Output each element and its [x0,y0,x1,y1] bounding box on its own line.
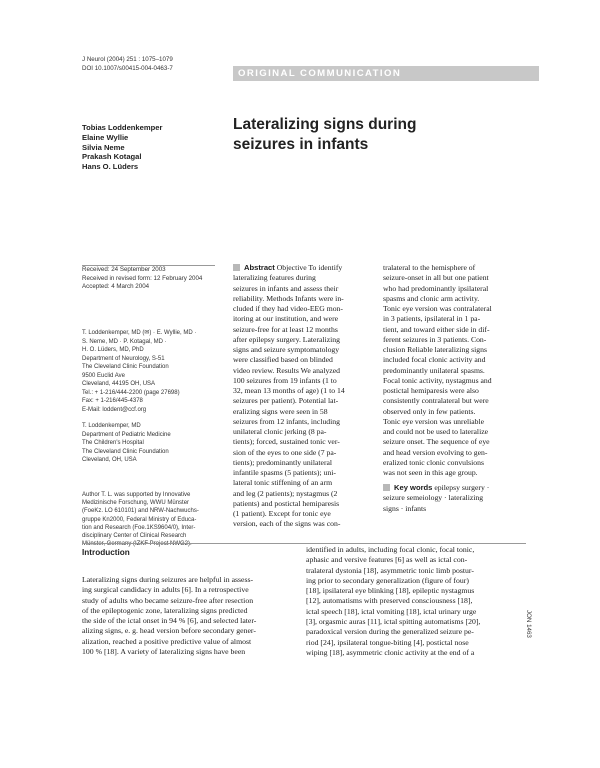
abstract-line: 100 seizures from 19 infants (1 to [233,375,337,385]
abstract-line: seizures from 12 infants, including [233,416,340,426]
funding-line: Medizinische Forschung, WWU Münster [82,500,190,507]
abstract-line: spasms and clonic arm activity. [383,293,480,303]
keywords-label: Key words [394,483,433,492]
abstract-line: tients); forced, sustained tonic ver- [233,437,340,447]
keywords-line: signs · infants [383,503,427,513]
journal-citation [82,55,173,73]
abstract-line: lateral tonic stiffening of an arm [233,478,333,488]
abstract-line: seizures per patient). Potential lat- [233,396,339,406]
author-name: Hans O. Lüders [82,162,139,172]
body-line: [3], orgasmic auras [11], ictal spitting automatisms [20], [306,617,481,627]
abstract-line: postictal hemiparesis were also [383,386,479,395]
section-heading: Introduction [82,548,130,557]
affiliation-line: Tel.: + 1-216/444-2200 (page 27698) [82,389,180,396]
abstract-line: consistently contralateral but were [383,396,489,406]
abstract-line: Tonic eye version was unreliable [383,416,485,426]
received-line: Received in revised form: 12 February 2004 [82,274,203,282]
abstract-line: itoring at our institution, and were [233,314,339,324]
section-label: ORIGINAL COMMUNICATION [238,68,402,79]
abstract-line: clusion Reliable lateralizing signs [383,345,487,354]
body-column-2 [306,545,524,658]
abstract-line: after epilepsy surgery. Lateralizing [233,334,340,344]
body-line: ictal speech [18], ictal vomiting [18], ictal urinary urge [306,606,477,616]
keywords-line: seizure semeiology · lateralizing [383,493,484,503]
received-dates [82,266,202,292]
body-line: Lateralizing signs during seizures are helpful in assess- [82,575,254,584]
abstract-line: tient, and toward either side in dif- [383,324,490,334]
author-affiliations [82,329,222,465]
body-line: ing prior to secondary generalization (figure of four) [306,575,469,585]
funding-line: (FoeKz. LO 610101) and NRW-Nachwuchs- [82,508,199,515]
body-column-1 [82,575,300,657]
abstract-line: (1 patient). Except for tonic eye [233,509,331,518]
affiliation-line: Department of Neurology, S-51 [82,355,165,362]
abstract-line: Focal tonic activity, nystagmus and [383,375,492,385]
affiliation-line: Cleveland, 44195 OH, USA [82,381,156,387]
abstract-line: eralizing signs were seen in 58 [233,406,328,416]
body-line: identified in adults, including focal clonic, focal tonic, [306,545,475,554]
body-line: tralateral dystonia [18], asymmetric tonic limb postur- [306,565,474,575]
funding-line: Author T. L. was supported by Innovative [82,492,191,498]
body-line: [12], automatisms with preserved consciousness [18], [306,596,473,606]
affiliation-line: The Cleveland Clinic Foundation [82,364,169,370]
body-line: study of adults who became seizure-free after resection [82,595,254,605]
abstract-line: seizure onset. The sequence of eye [383,437,490,447]
funding-note [82,491,217,548]
abstract-line: tralateral to the hemisphere of [383,263,476,272]
abstract-line: and could not be used to lateralize [383,427,489,436]
affiliation-line: S. Neme, MD · P. Kotagal, MD · [82,338,167,345]
abstract-line: seizures in infants and assess their [233,283,339,293]
affiliation-line: Cleveland, OH, USA [82,457,137,463]
abstract-column-1 [233,263,373,530]
side-manuscript-id: JON 1463 [525,610,532,638]
abstract-line: included focal clonic activity and [383,355,486,365]
author-name: Prakash Kotagal [82,152,142,162]
abstract-line: signs and seizure symptomatology [233,345,340,354]
funding-line: tion and Research (Foe.1KS9604/0), Inter- [82,524,196,531]
author-name: Silvia Neme [82,142,125,152]
abstract-line [233,263,373,273]
abstract-label: Abstract [244,263,275,272]
body-line: wiping [18], asymmetric clonic activity at the end of a [306,647,475,657]
abstract-line: tients); predominantly unilateral [233,457,333,467]
square-bullet-icon [233,264,240,271]
abstract-line: version, each of the signs was con- [233,519,341,529]
title-line: seizures in infants [233,136,369,153]
journal-line-1: J Neurol (2004) 251 : 1075–1079 [82,56,173,63]
title-line: Lateralizing signs during [233,116,417,133]
body-line: the side of the ictal onset in 94 % [6], and selected later- [82,616,257,626]
body-line: aphasic and versive features [6] as well as ictal con- [306,555,468,565]
affiliation-line: The Cleveland Clinic Foundation [82,448,169,455]
article-title [233,115,533,155]
author-name: Elaine Wyllie [82,132,129,142]
abstract-line: patients) and postictal hemiparesis [233,498,340,508]
body-line: alization, reached a positive predictive value of almost [82,636,252,646]
affiliation-line: The Children's Hospital [82,440,144,446]
abstract-line: seizure-free for at least 12 months [233,324,338,334]
abstract-line: predominantly unilateral spasms. [383,365,485,375]
affiliation-line: Department of Pediatric Medicine [82,431,171,438]
body-line: ing surgical candidacy in adults [6]. In a retrospective [82,585,249,595]
abstract-line: in 3 patients, ipsilateral in 1 pa- [383,314,481,324]
abstract-text: Objective To identify [276,263,343,272]
funding-line: gruppe Kn2000, Federal Ministry of Educa- [82,516,197,523]
abstract-line: was not seen in this age group. [383,468,478,477]
keywords-line [383,483,528,493]
abstract-line: eralized tonic clonic convulsions [383,457,484,467]
abstract-line: Tonic eye version was contralateral [383,304,492,313]
abstract-line: video review. Results We analyzed [233,365,340,375]
author-name: Tobias Loddenkemper [82,123,163,132]
received-line: Received: 24 September 2003 [82,266,166,273]
affiliation-line: Fax: + 1-216/445-4378 [82,398,143,404]
abstract-line: ferent seizures in 3 patients. Con- [383,334,487,344]
body-line: [18], ipsilateral eye blinking [18], epileptic nystagmus [306,586,475,596]
abstract-column-2 [383,263,523,478]
abstract-line: reliability. Methods Infants were in- [233,293,344,303]
abstract-line: infantile spasms (5 patients); uni- [233,468,336,477]
keywords-block [383,483,528,514]
keywords-text: epilepsy surgery · [434,483,490,492]
abstract-line: cluded if they had video-EEG mon- [233,304,343,313]
abstract-line: 32, mean 13 months of age) (1 to 14 [233,386,345,395]
funding-line: Münster, Germany (IZKF Project NWG2). [82,541,192,548]
body-line: 100 % [18]. A variety of lateralizing signs have been [82,647,246,657]
abstract-line: and head version evolving to gen- [383,447,488,457]
divider-line [82,543,526,544]
affiliation-line: T. Loddenkemper, MD [82,423,141,429]
abstract-line: who had predominantly ipsilateral [383,283,489,293]
body-line: alizing signs, e. g. head version before secondary gener- [82,626,256,636]
funding-line: disciplinary Center of Clinical Research [82,533,187,540]
abstract-line: sion of the eyes to one side (7 pa- [233,447,337,457]
abstract-line: were classified based on blinded [233,355,333,365]
affiliation-line: 9500 Euclid Ave [82,372,125,379]
body-line: riod [24], ipsilateral tongue-biting [4], postictal nose [306,637,469,647]
abstract-line: and leg (2 patients); nystagmus (2 [233,488,338,498]
body-line: paradoxical version during the generalized seizure pe- [306,627,474,637]
email-link[interactable]: E-Mail: loddent@ccf.org [82,406,147,413]
body-line: of the epileptogenic zone, lateralizing signs predicted [82,605,248,615]
affiliation-line: T. Loddenkemper, MD (✉) · E. Wyllie, MD · [82,330,197,336]
abstract-line: seizure-onset in all but one patient [383,273,489,283]
abstract-line: observed only in few patients. [383,406,476,416]
abstract-line: lateralizing features during [233,273,316,283]
affiliation-line: H. O. Lüders, MD, PhD [82,347,144,353]
author-list [82,123,162,172]
section-bar [233,66,539,81]
abstract-line: unilateral clonic jerking (8 pa- [233,427,327,436]
journal-line-2: DOI 10.1007/s00415-004-0463-7 [82,65,173,72]
received-line: Accepted: 4 March 2004 [82,283,150,291]
square-bullet-icon [383,484,390,491]
